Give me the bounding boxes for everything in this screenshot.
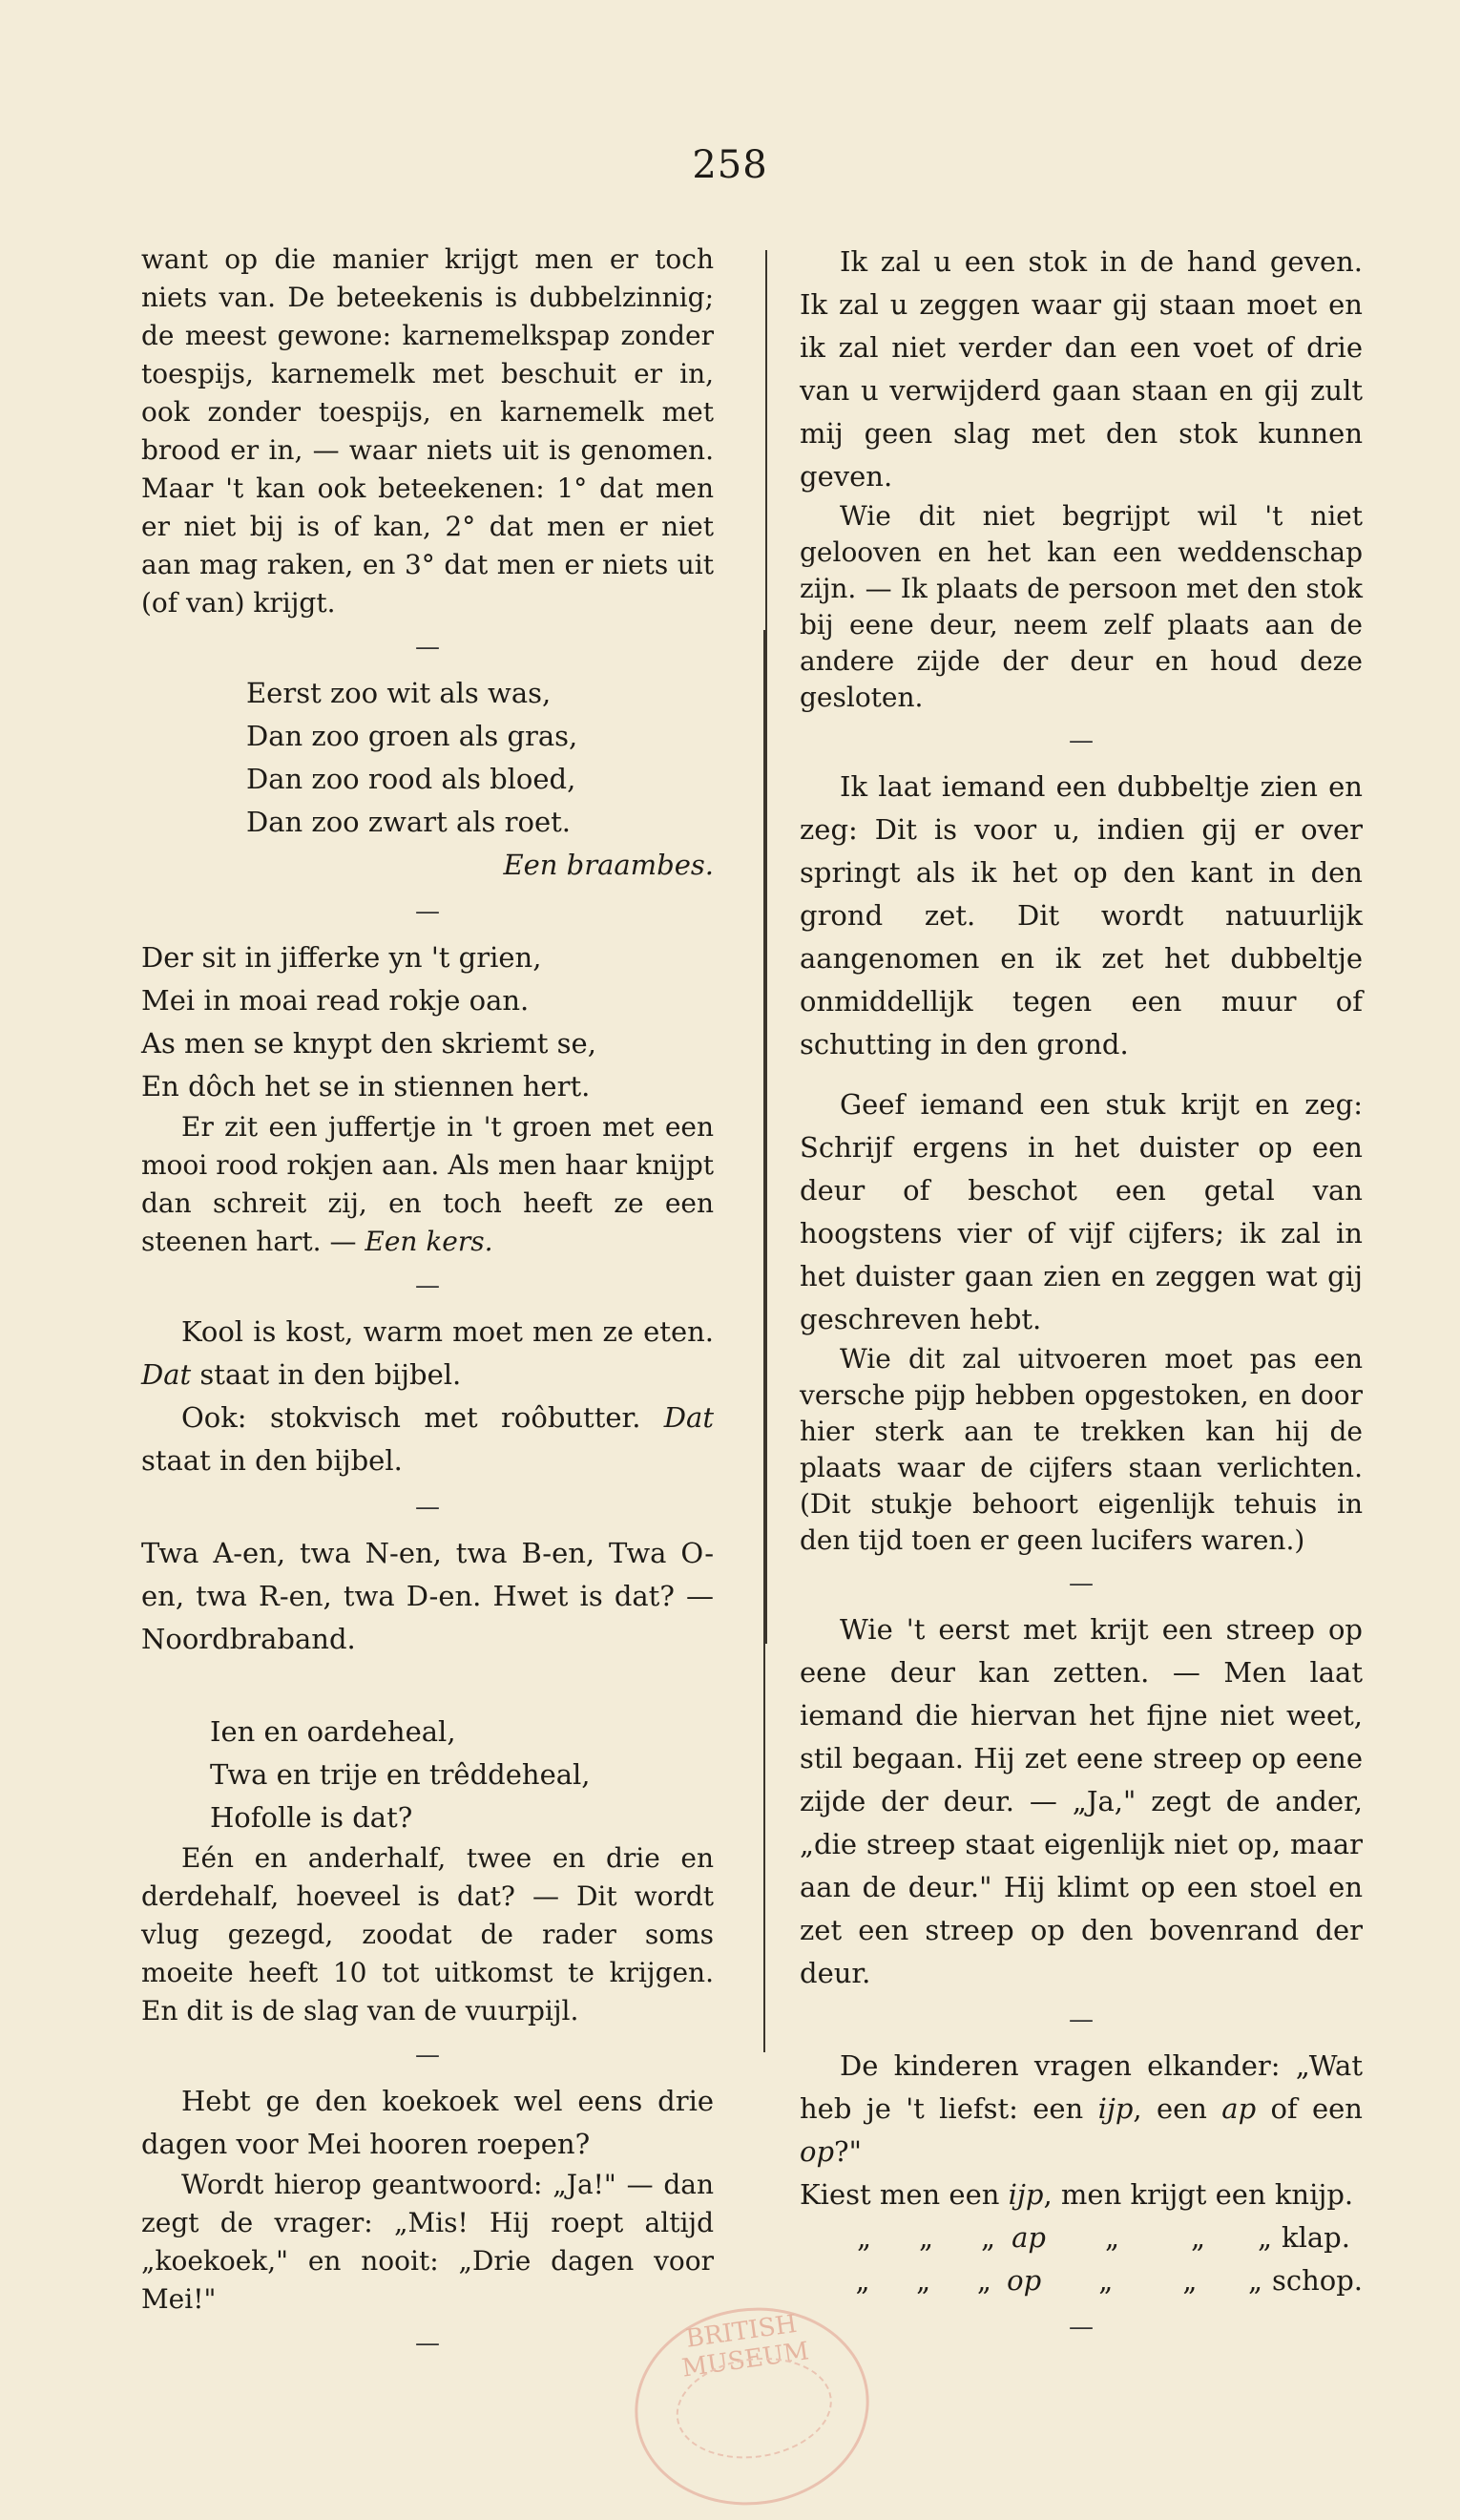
- riddle-verse-frisian: Der sit in jifferke yn 't grien, Mei in moai read rokje oan. As men se knypt den skriemt se, En dôch het se in stiennen hert.: [141, 941, 596, 1102]
- paragraph: Kool is kost, warm moet men ze eten. Dat staat in den bijbel.: [141, 1315, 714, 1391]
- paragraph: Hebt ge den koekoek wel eens drie dagen voor Mei hooren roepen?: [141, 2085, 714, 2160]
- separator: —: [415, 2041, 440, 2069]
- column-divider-lower: [763, 630, 765, 2052]
- paragraph: Geef iemand een stuk krijt en zeg: Schrijf ergens in het duister op een deur of beschot een getal van hoogstens vier of vijf cijfers; ik zal in het duister gaan zien en zeggen wat gij geschreven hebt.: [800, 1088, 1363, 1335]
- ditto-row-op: „ „ „ op „ „ „ schop.: [855, 2264, 1364, 2297]
- paragraph: Kiest men een ijp, men krijgt een knijp.: [800, 2178, 1354, 2211]
- right-column: [800, 241, 1363, 2352]
- separator: —: [415, 633, 440, 662]
- riddle-verse-frisian-2: Ien en oardeheal, Twa en trije en trêddeheal, Hofolle is dat?: [210, 1715, 591, 1834]
- paragraph: Ik laat iemand een dubbeltje zien en zeg: Dit is voor u, indien gij er over springt als ik het op den kant in den grond zet. Dit wordt natuurlijk aangenomen en ik zet het dubbeltje onmiddellijk tegen een muur of schutting in den grond.: [800, 770, 1363, 1060]
- riddle-answer: Een braambes.: [503, 849, 714, 881]
- separator: —: [415, 1493, 440, 1522]
- column-divider: [765, 250, 767, 1644]
- riddle-verse: Eerst zoo wit als was, Dan zoo groen als gras, Dan zoo rood als bloed, Dan zoo zwart als roet.: [246, 677, 578, 838]
- paragraph: Twa A-en, twa N-en, twa B-en, Twa O-en, twa R-en, twa D-en. Hwet is dat? — Noordbraband.: [141, 1537, 714, 1655]
- separator: —: [1069, 1569, 1094, 1598]
- paragraph: Ook: stokvisch met roôbutter. Dat staat in den bijbel.: [141, 1401, 714, 1477]
- separator: —: [415, 1271, 440, 1300]
- paragraph: Ik zal u een stok in de hand geven. Ik zal u zeggen waar gij staan moet en ik zal niet verder dan een voet of drie van u verwijderd gaan staan en gij zult mij geen slag met den stok kunnen geven.: [800, 245, 1363, 493]
- library-stamp: BRITISH MUSEUM: [622, 2293, 882, 2520]
- separator: —: [1069, 726, 1094, 755]
- paragraph: Wie dit niet begrijpt wil 't niet gelooven en het kan een weddenschap zijn. — Ik plaats de persoon met den stok bij eene deur, neem zelf plaats aan de andere zijde der deur en houd deze gesloten.: [800, 500, 1363, 713]
- paragraph: Wordt hierop geantwoord: „Ja!" — dan zegt de vrager: „Mis! Hij roept altijd „koekoek," en nooit: „Drie dagen voor Mei!": [141, 2169, 714, 2315]
- paragraph: Er zit een juffertje in 't groen met een mooi rood rokjen aan. Als men haar knijpt dan schreit zij, en toch heeft ze een steenen hart. — Een kers.: [141, 1111, 714, 1257]
- left-column: [141, 241, 714, 2368]
- paragraph: Eén en anderhalf, twee en drie en derdehalf, hoeveel is dat? — Dit wordt vlug gezegd, zoodat de rader soms moeite heeft 10 tot uitkomst te krijgen. En dit is de slag van de vuurpijl.: [141, 1842, 714, 2026]
- paragraph: Wie dit zal uitvoeren moet pas een versche pijp hebben opgestoken, en door hier sterk aan te trekken kan hij de plaats waar de cijfers staan verlichten. (Dit stukje behoort eigenlijk tehuis in den tijd toen er geen lucifers waren.): [800, 1343, 1363, 1556]
- ditto-row-ap: „ „ „ ap „ „ „ klap.: [856, 2221, 1350, 2254]
- paragraph: want op die manier krijgt men er toch niets van. De beteekenis is dubbelzinnig; de meest gewone: karnemelkspap zonder toespijs, karnemelk met beschuit er in, ook zonder toespijs, en karnemelk met brood er in, — waar niets uit is genomen. Maar 't kan ook beteekenen: 1° dat men er niet bij is of kan, 2° dat men er niet aan mag raken, en 3° dat men er niets uit (of van) krijgt.: [141, 243, 714, 619]
- separator: —: [1069, 2006, 1094, 2034]
- separator: —: [1069, 2313, 1094, 2342]
- separator: —: [415, 897, 440, 926]
- separator: —: [415, 2329, 440, 2358]
- page-number: 258: [692, 143, 768, 187]
- paragraph: Wie 't eerst met krijt een streep op eene deur kan zetten. — Men laat iemand die hiervan het fijne niet weet, stil begaan. Hij zet eene streep op eene zijde der deur. — „Ja," zegt de ander, „die streep staat eigenlijk niet op, maar aan de deur." Hij klimt op een stoel en zet een streep op den bovenrand der deur.: [800, 1613, 1363, 1989]
- paragraph: De kinderen vragen elkander: „Wat heb je 't liefst: een ijp, een ap of een op?": [800, 2049, 1363, 2168]
